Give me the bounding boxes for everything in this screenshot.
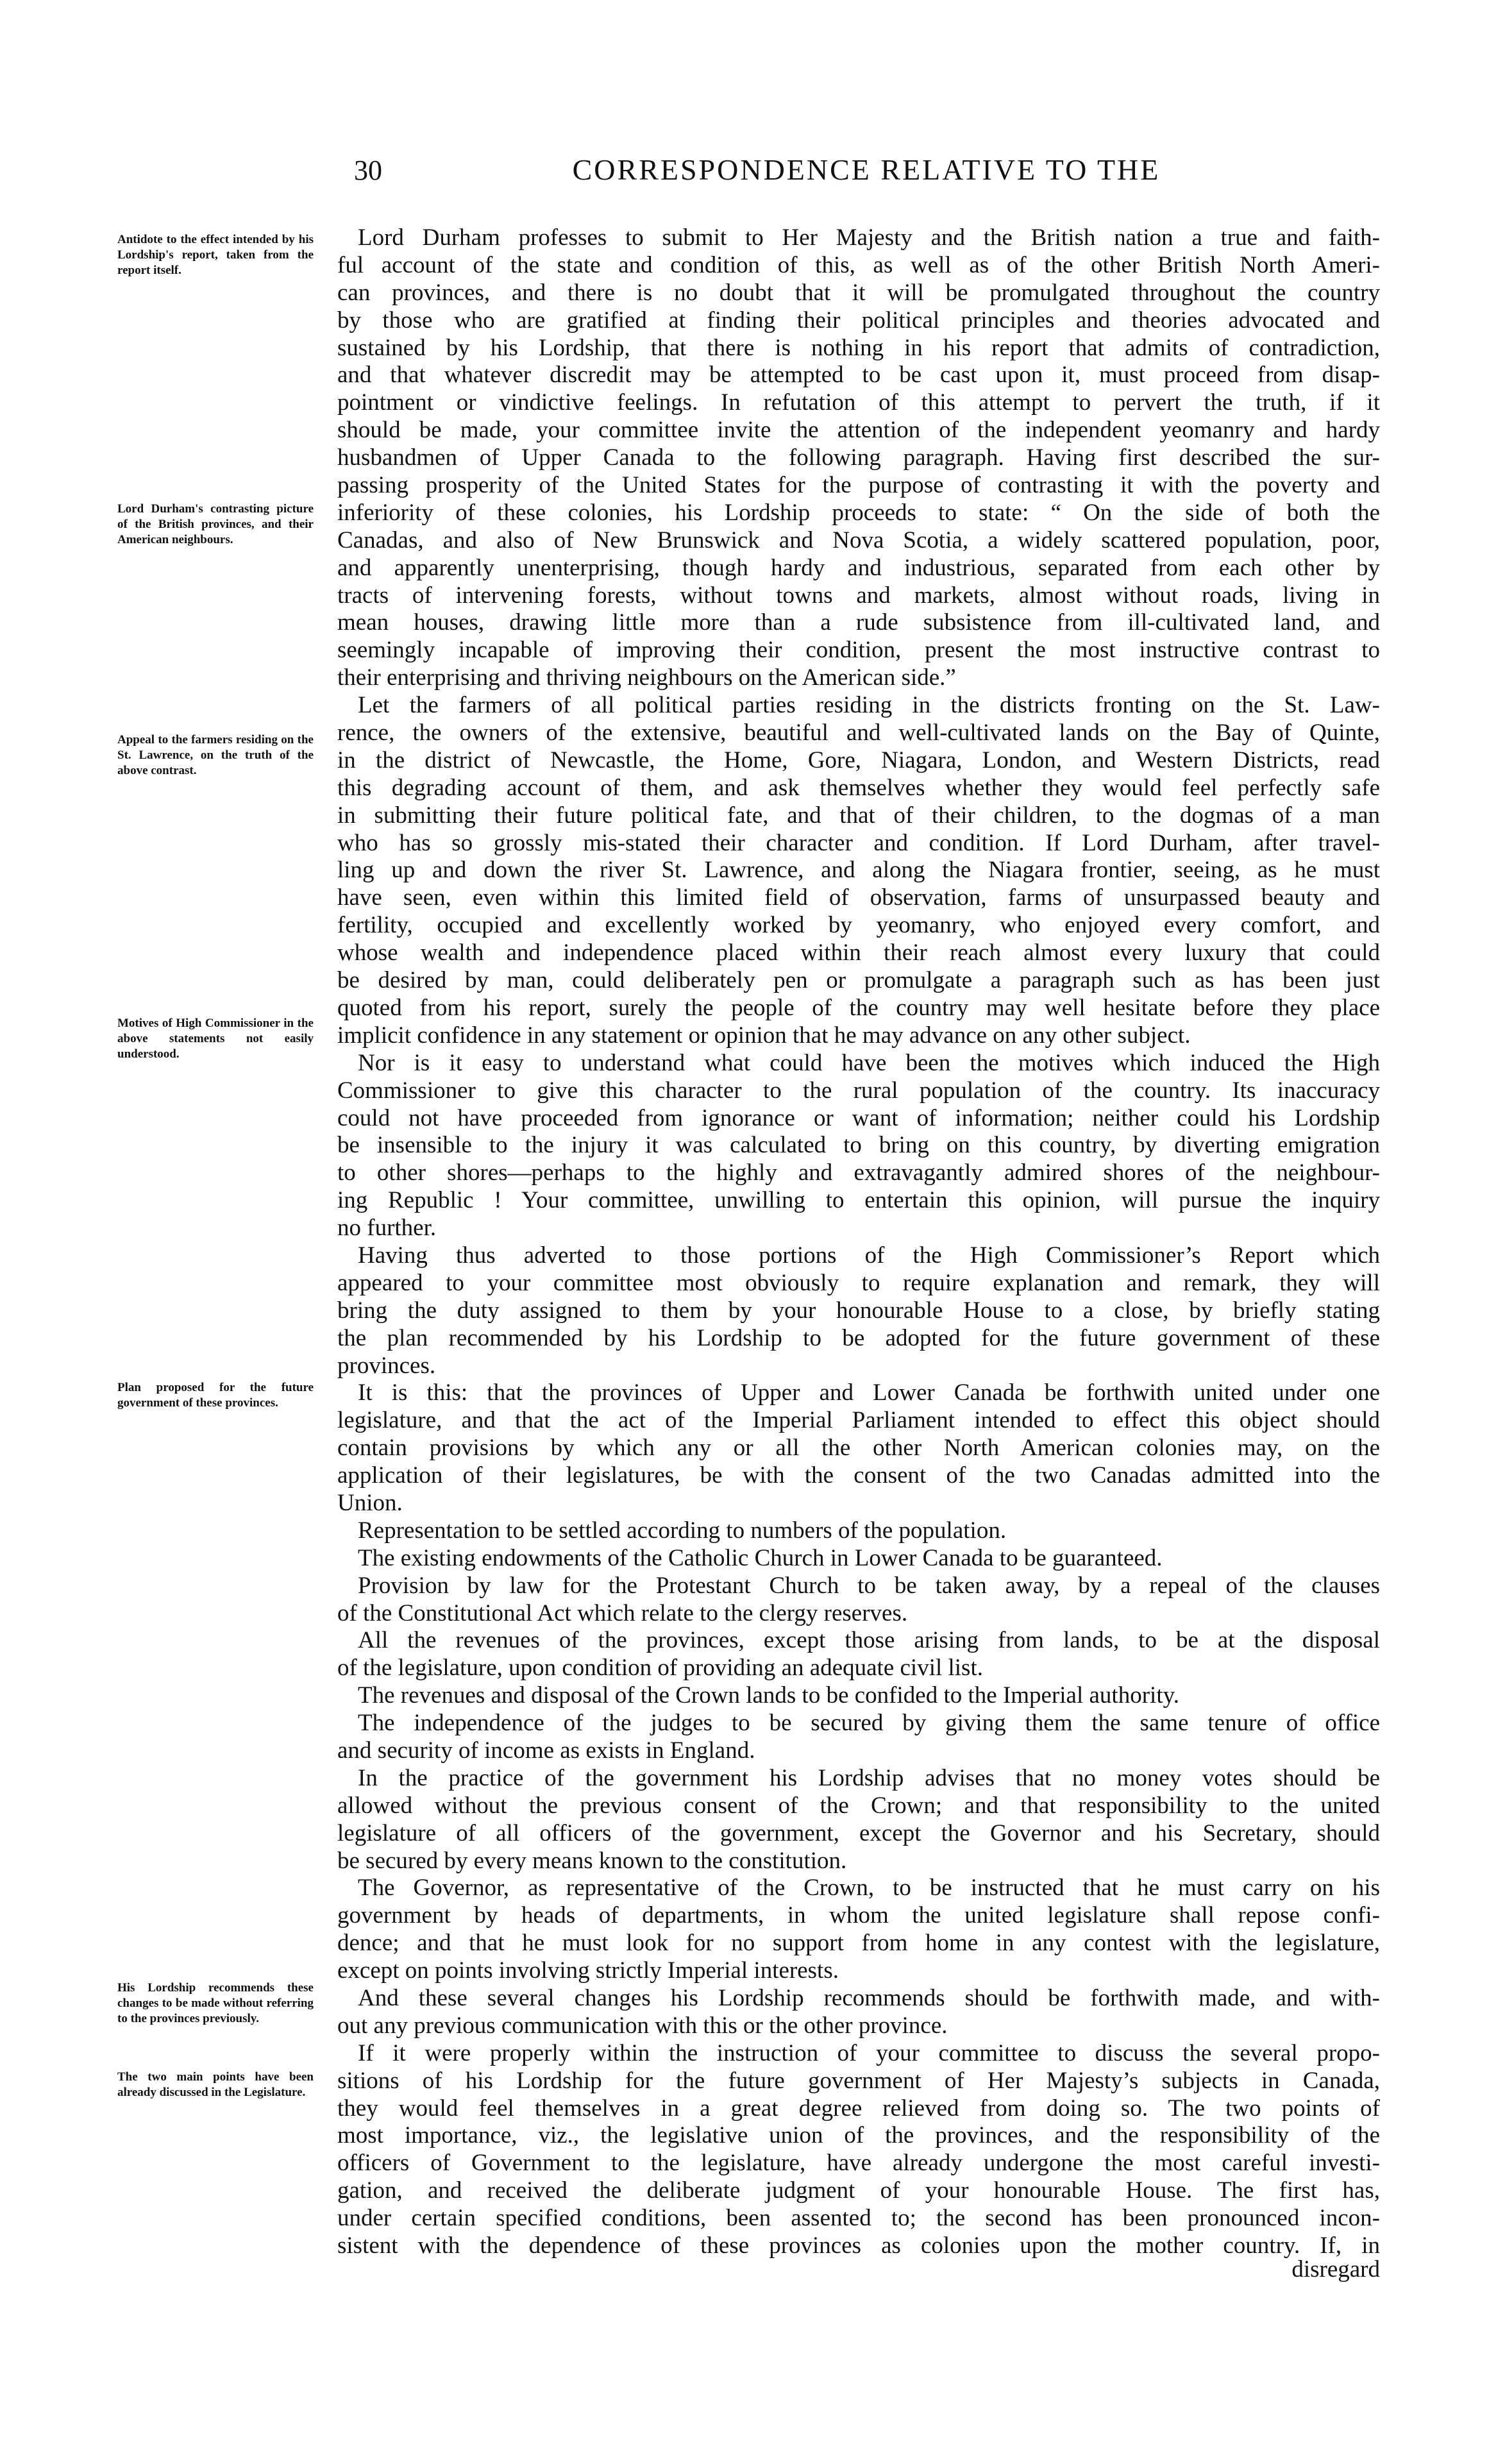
text-line: be insensible to the injury it was calculated to bring on this country, by diverting emigration bbox=[337, 1132, 1380, 1159]
text-line: allowed without the previous consent of the Crown; and that responsibility to the united bbox=[337, 1792, 1380, 1819]
text-line: quoted from his report, surely the people of the country may well hesitate before they place bbox=[337, 994, 1380, 1021]
text-line: sustained by his Lordship, that there is nothing in his report that admits of contradiction, bbox=[337, 334, 1380, 361]
text-line: pointment or vindictive feelings. In refutation of this attempt to pervert the truth, if it bbox=[337, 389, 1380, 416]
text-line: who has so grossly mis-stated their character and condition. If Lord Durham, after travel- bbox=[337, 829, 1380, 856]
catchword: disregard bbox=[1291, 2256, 1380, 2283]
text-line: The existing endowments of the Catholic Church in Lower Canada to be guaranteed. bbox=[358, 1544, 1163, 1571]
text-line: implicit confidence in any statement or opinion that he may advance on any other subject. bbox=[337, 1022, 1191, 1049]
text-line: and security of income as exists in England. bbox=[337, 1737, 755, 1764]
text-line: of the Constitutional Act which relate to the clergy reserves. bbox=[337, 1599, 908, 1626]
paragraph bbox=[337, 224, 1380, 692]
text-line: Provision by law for the Protestant Church to be taken away, by a repeal of the clauses bbox=[358, 1572, 1380, 1599]
text-line: application of their legislatures, be with the consent of the two Canadas admitted into the bbox=[337, 1462, 1380, 1489]
paragraph bbox=[337, 1517, 1380, 1545]
margin-note: Appeal to the farmers residing on the St. Lawrence, on the truth of the above contrast. bbox=[117, 733, 314, 777]
text-line: All the revenues of the provinces, except those arising from lands, to be at the disposal bbox=[358, 1627, 1380, 1654]
paragraph bbox=[337, 2040, 1380, 2260]
text-line: could not have proceeded from ignorance or want of information; neither could his Lordship bbox=[337, 1104, 1380, 1131]
text-line: Representation to be settled according to numbers of the population. bbox=[358, 1517, 1007, 1544]
text-line: The independence of the judges to be secured by giving them the same tenure of office bbox=[358, 1710, 1380, 1737]
paragraph bbox=[337, 1710, 1380, 1765]
margin-note: Lord Durham's contrasting picture of the British provinces, and their American neighbours. bbox=[117, 502, 314, 546]
text-line: they would feel themselves in a great degree relieved from doing so. The two points of bbox=[337, 2095, 1380, 2122]
paragraph bbox=[337, 1573, 1380, 1628]
text-line: And these several changes his Lordship recommends should be forthwith made, and with- bbox=[358, 1985, 1380, 2011]
text-line: dence; and that he must look for no support from home in any contest with the legislature, bbox=[337, 1930, 1380, 1957]
text-line: out any previous communication with this or the other province. bbox=[337, 2012, 948, 2039]
text-line: gation, and received the deliberate judgment of your honourable House. The first has, bbox=[337, 2177, 1380, 2204]
text-line: under certain specified conditions, been assented to; the second has been pronounced incon- bbox=[337, 2205, 1380, 2232]
text-line: officers of Government to the legislature, have already undergone the most careful investi- bbox=[337, 2150, 1380, 2177]
text-line: The revenues and disposal of the Crown lands to be confided to the Imperial authority. bbox=[358, 1682, 1179, 1709]
paragraph bbox=[337, 1242, 1380, 1380]
text-line: legislature of all officers of the government, except the Governor and his Secretary, should bbox=[337, 1819, 1380, 1846]
text-line: of the legislature, upon condition of providing an adequate civil list. bbox=[337, 1655, 983, 1682]
margin-note: The two main points have been already discussed in the Legislature. bbox=[117, 2070, 314, 2099]
text-line: Union. bbox=[337, 1489, 403, 1516]
paragraph bbox=[337, 1050, 1380, 1242]
margin-note: Plan proposed for the future government of these provinces. bbox=[117, 1381, 314, 1410]
text-line: In the practice of the government his Lordship advises that no money votes should be bbox=[358, 1764, 1380, 1791]
text-line: Let the farmers of all political parties residing in the districts fronting on the St. Law- bbox=[358, 692, 1380, 719]
paragraph bbox=[337, 1875, 1380, 1985]
paragraph bbox=[337, 692, 1380, 1050]
page-number: 30 bbox=[354, 155, 382, 186]
text-line: inferiority of these colonies, his Lordship proceeds to state: “ On the side of both the bbox=[337, 499, 1380, 526]
text-line: mean houses, drawing little more than a rude subsistence from ill-cultivated land, and bbox=[337, 609, 1380, 636]
text-line: be desired by man, could deliberately pen or promulgate a paragraph such as has been just bbox=[337, 967, 1380, 994]
text-line: tracts of intervening forests, without towns and markets, almost without roads, living in bbox=[337, 582, 1380, 609]
text-line: in the district of Newcastle, the Home, Gore, Niagara, London, and Western Districts, read bbox=[337, 747, 1380, 773]
paragraph bbox=[337, 1765, 1380, 1875]
running-title: CORRESPONDENCE RELATIVE TO THE bbox=[572, 153, 1161, 186]
paragraph bbox=[337, 1985, 1380, 2040]
text-line: can provinces, and there is no doubt that it will be promulgated throughout the country bbox=[337, 279, 1380, 306]
text-line: the plan recommended by his Lordship to be adopted for the future government of these bbox=[337, 1324, 1380, 1351]
text-line: rence, the owners of the extensive, beautiful and well-cultivated lands on the Bay of Quinte, bbox=[337, 720, 1380, 747]
text-line: Nor is it easy to understand what could have been the motives which induced the High bbox=[358, 1049, 1380, 1076]
text-line: this degrading account of them, and ask themselves whether they would feel perfectly safe bbox=[337, 774, 1380, 801]
text-line: to other shores—perhaps to the highly and extravagantly admired shores of the neighbour- bbox=[337, 1160, 1380, 1186]
text-line: The Governor, as representative of the Crown, to be instructed that he must carry on his bbox=[358, 1875, 1380, 1902]
text-line: Canadas, and also of New Brunswick and Nova Scotia, a widely scattered population, poor, bbox=[337, 527, 1380, 553]
margin-note: His Lordship recommends these changes to be made without referring to the provinces previously. bbox=[117, 1981, 314, 2025]
margin-note: Motives of High Commissioner in the above statements not easily understood. bbox=[117, 1017, 314, 1061]
text-line: appeared to your committee most obviously to require explanation and remark, they will bbox=[337, 1269, 1380, 1296]
text-line: Commissioner to give this character to the rural population of the country. Its inaccuracy bbox=[337, 1077, 1380, 1104]
paragraph bbox=[337, 1682, 1380, 1710]
text-line: sistent with the dependence of these provinces as colonies upon the mother country. If, in bbox=[337, 2232, 1380, 2259]
text-line: most importance, viz., the legislative union of the provinces, and the responsibility of the bbox=[337, 2122, 1380, 2149]
text-line: and that whatever discredit may be attempted to be cast upon it, must proceed from disap- bbox=[337, 362, 1380, 389]
text-line: be secured by every means known to the constitution. bbox=[337, 1847, 847, 1874]
paragraph bbox=[337, 1627, 1380, 1682]
paragraph bbox=[337, 1545, 1380, 1573]
text-line: ling up and down the river St. Lawrence, and along the Niagara frontier, seeing, as he must bbox=[337, 857, 1380, 884]
text-line: Having thus adverted to those portions of the High Commissioner’s Report which bbox=[358, 1242, 1380, 1269]
text-line: husbandmen of Upper Canada to the following paragraph. Having first described the sur- bbox=[337, 444, 1380, 471]
text-line: by those who are gratified at finding their political principles and theories advocated and bbox=[337, 307, 1380, 333]
text-line: seemingly incapable of improving their condition, present the most instructive contrast to bbox=[337, 637, 1380, 664]
text-line: provinces. bbox=[337, 1352, 436, 1379]
text-line: their enterprising and thriving neighbours on the American side.” bbox=[337, 664, 956, 691]
text-line: except on points involving strictly Imperial interests. bbox=[337, 1957, 839, 1984]
text-line: whose wealth and independence placed within their reach almost every luxury that could bbox=[337, 940, 1380, 966]
text-line: Lord Durham professes to submit to Her Majesty and the British nation a true and faith- bbox=[358, 224, 1380, 251]
text-line: bring the duty assigned to them by your honourable House to a close, by briefly stating bbox=[337, 1297, 1380, 1324]
text-line: It is this: that the provinces of Upper and Lower Canada be forthwith united under one bbox=[358, 1380, 1380, 1406]
body-text bbox=[337, 224, 1380, 2260]
text-line: fertility, occupied and excellently worked by yeomanry, who enjoyed every comfort, and bbox=[337, 912, 1380, 939]
text-line: and apparently unenterprising, though hardy and industrious, separated from each other by bbox=[337, 554, 1380, 581]
text-line: ing Republic ! Your committee, unwilling to entertain this opinion, will pursue the inquiry bbox=[337, 1187, 1380, 1214]
text-line: If it were properly within the instruction of your committee to discuss the several propo- bbox=[358, 2039, 1380, 2066]
text-line: in submitting their future political fate, and that of their children, to the dogmas of a man bbox=[337, 802, 1380, 829]
text-line: contain provisions by which any or all the other North American colonies may, on the bbox=[337, 1435, 1380, 1462]
text-line: ful account of the state and condition of this, as well as of the other British North Ameri- bbox=[337, 251, 1380, 278]
text-line: have seen, even within this limited field of observation, farms of unsurpassed beauty and bbox=[337, 884, 1380, 911]
text-line: government by heads of departments, in whom the united legislature shall repose confi- bbox=[337, 1902, 1380, 1929]
text-line: passing prosperity of the United States for the purpose of contrasting it with the poverty and bbox=[337, 472, 1380, 499]
margin-note: Antidote to the effect intended by his Lordship's report, taken from the report itself. bbox=[117, 233, 314, 277]
text-line: no further. bbox=[337, 1215, 437, 1242]
text-line: legislature, and that the act of the Imperial Parliament intended to effect this object should bbox=[337, 1407, 1380, 1434]
paragraph bbox=[337, 1380, 1380, 1517]
text-line: should be made, your committee invite the attention of the independent yeomanry and hardy bbox=[337, 417, 1380, 444]
text-line: sitions of his Lordship for the future government of Her Majesty’s subjects in Canada, bbox=[337, 2067, 1380, 2094]
